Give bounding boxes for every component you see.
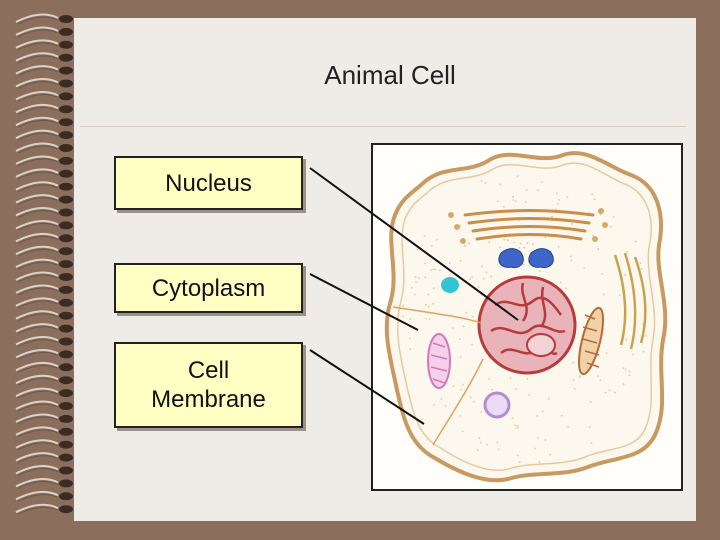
membrane-label-line2: Membrane	[151, 386, 266, 413]
nucleus-label-text: Nucleus	[165, 169, 252, 197]
membrane-label-line1: Cell	[187, 357, 230, 384]
membrane-pointer-line	[310, 350, 424, 424]
slide-title: Animal Cell	[324, 60, 456, 90]
nucleus-pointer-line	[310, 168, 518, 320]
cytoplasm-pointer-line	[310, 274, 418, 330]
cytoplasm-label-text: Cytoplasm	[151, 274, 266, 302]
